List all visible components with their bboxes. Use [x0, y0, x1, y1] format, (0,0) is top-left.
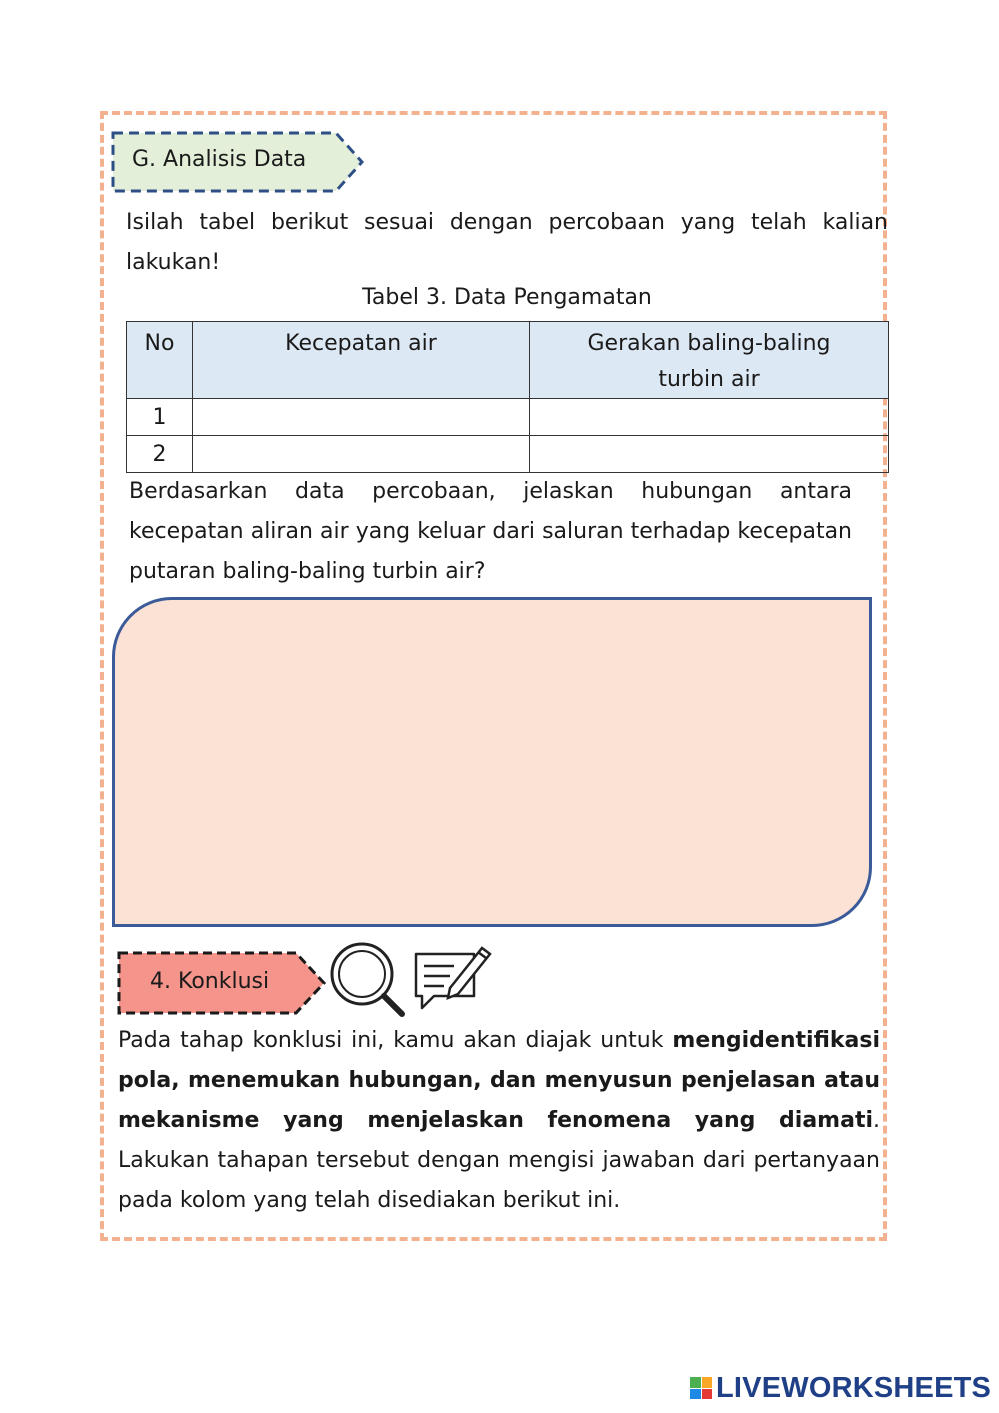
header-turbine-motion: Gerakan baling-baling turbin air [530, 322, 889, 399]
section-4-tag [116, 950, 328, 1016]
row-number: 2 [127, 436, 193, 473]
observation-table [126, 321, 889, 473]
conclusion-intro: Pada tahap konklusi ini, kamu akan diajak untuk [118, 1028, 673, 1053]
water-speed-cell[interactable] [193, 436, 530, 473]
turbine-motion-cell[interactable] [530, 399, 889, 436]
question-text: Berdasarkan data percobaan, jelaskan hubungan antara kecepatan aliran air yang keluar dari saluran terhadap kecepatan putaran baling-baling turbin air? [129, 479, 852, 584]
table-row [127, 436, 889, 473]
section-4-title: 4. Konklusi [150, 969, 270, 994]
conclusion-icons [326, 938, 496, 1022]
section-g-title: G. Analisis Data [132, 147, 307, 172]
table-header-row [127, 322, 889, 399]
water-speed-cell[interactable] [193, 399, 530, 436]
table-row [127, 399, 889, 436]
note-pencil-icon [416, 948, 490, 1008]
logo-mark-icon [690, 1377, 712, 1399]
section-g-tag [110, 130, 366, 194]
table-caption: Tabel 3. Data Pengamatan [362, 285, 652, 310]
row-number: 1 [127, 399, 193, 436]
header-no: No [127, 322, 193, 399]
logo-wordmark: LIVEWORKSHEETS [716, 1371, 992, 1404]
liveworksheets-logo [690, 1372, 991, 1404]
conclusion-bold: mengidentifikasi pola, menemukan hubungan, dan menyusun penjelasan atau mekanisme yang menjelaskan fenomena yang diamati [118, 1028, 880, 1133]
answer-box[interactable] [112, 597, 872, 927]
conclusion-text [118, 1021, 880, 1221]
header-water-speed: Kecepatan air [193, 322, 530, 399]
conclusion-outro: . Lakukan tahapan tersebut dengan mengisi jawaban dari pertanyaan pada kolom yang telah disediakan berikut ini. [118, 1108, 880, 1213]
magnifier-icon [332, 944, 402, 1014]
turbine-motion-cell[interactable] [530, 436, 889, 473]
instruction-text: Isilah tabel berikut sesuai dengan percobaan yang telah kalian lakukan! [126, 210, 888, 275]
